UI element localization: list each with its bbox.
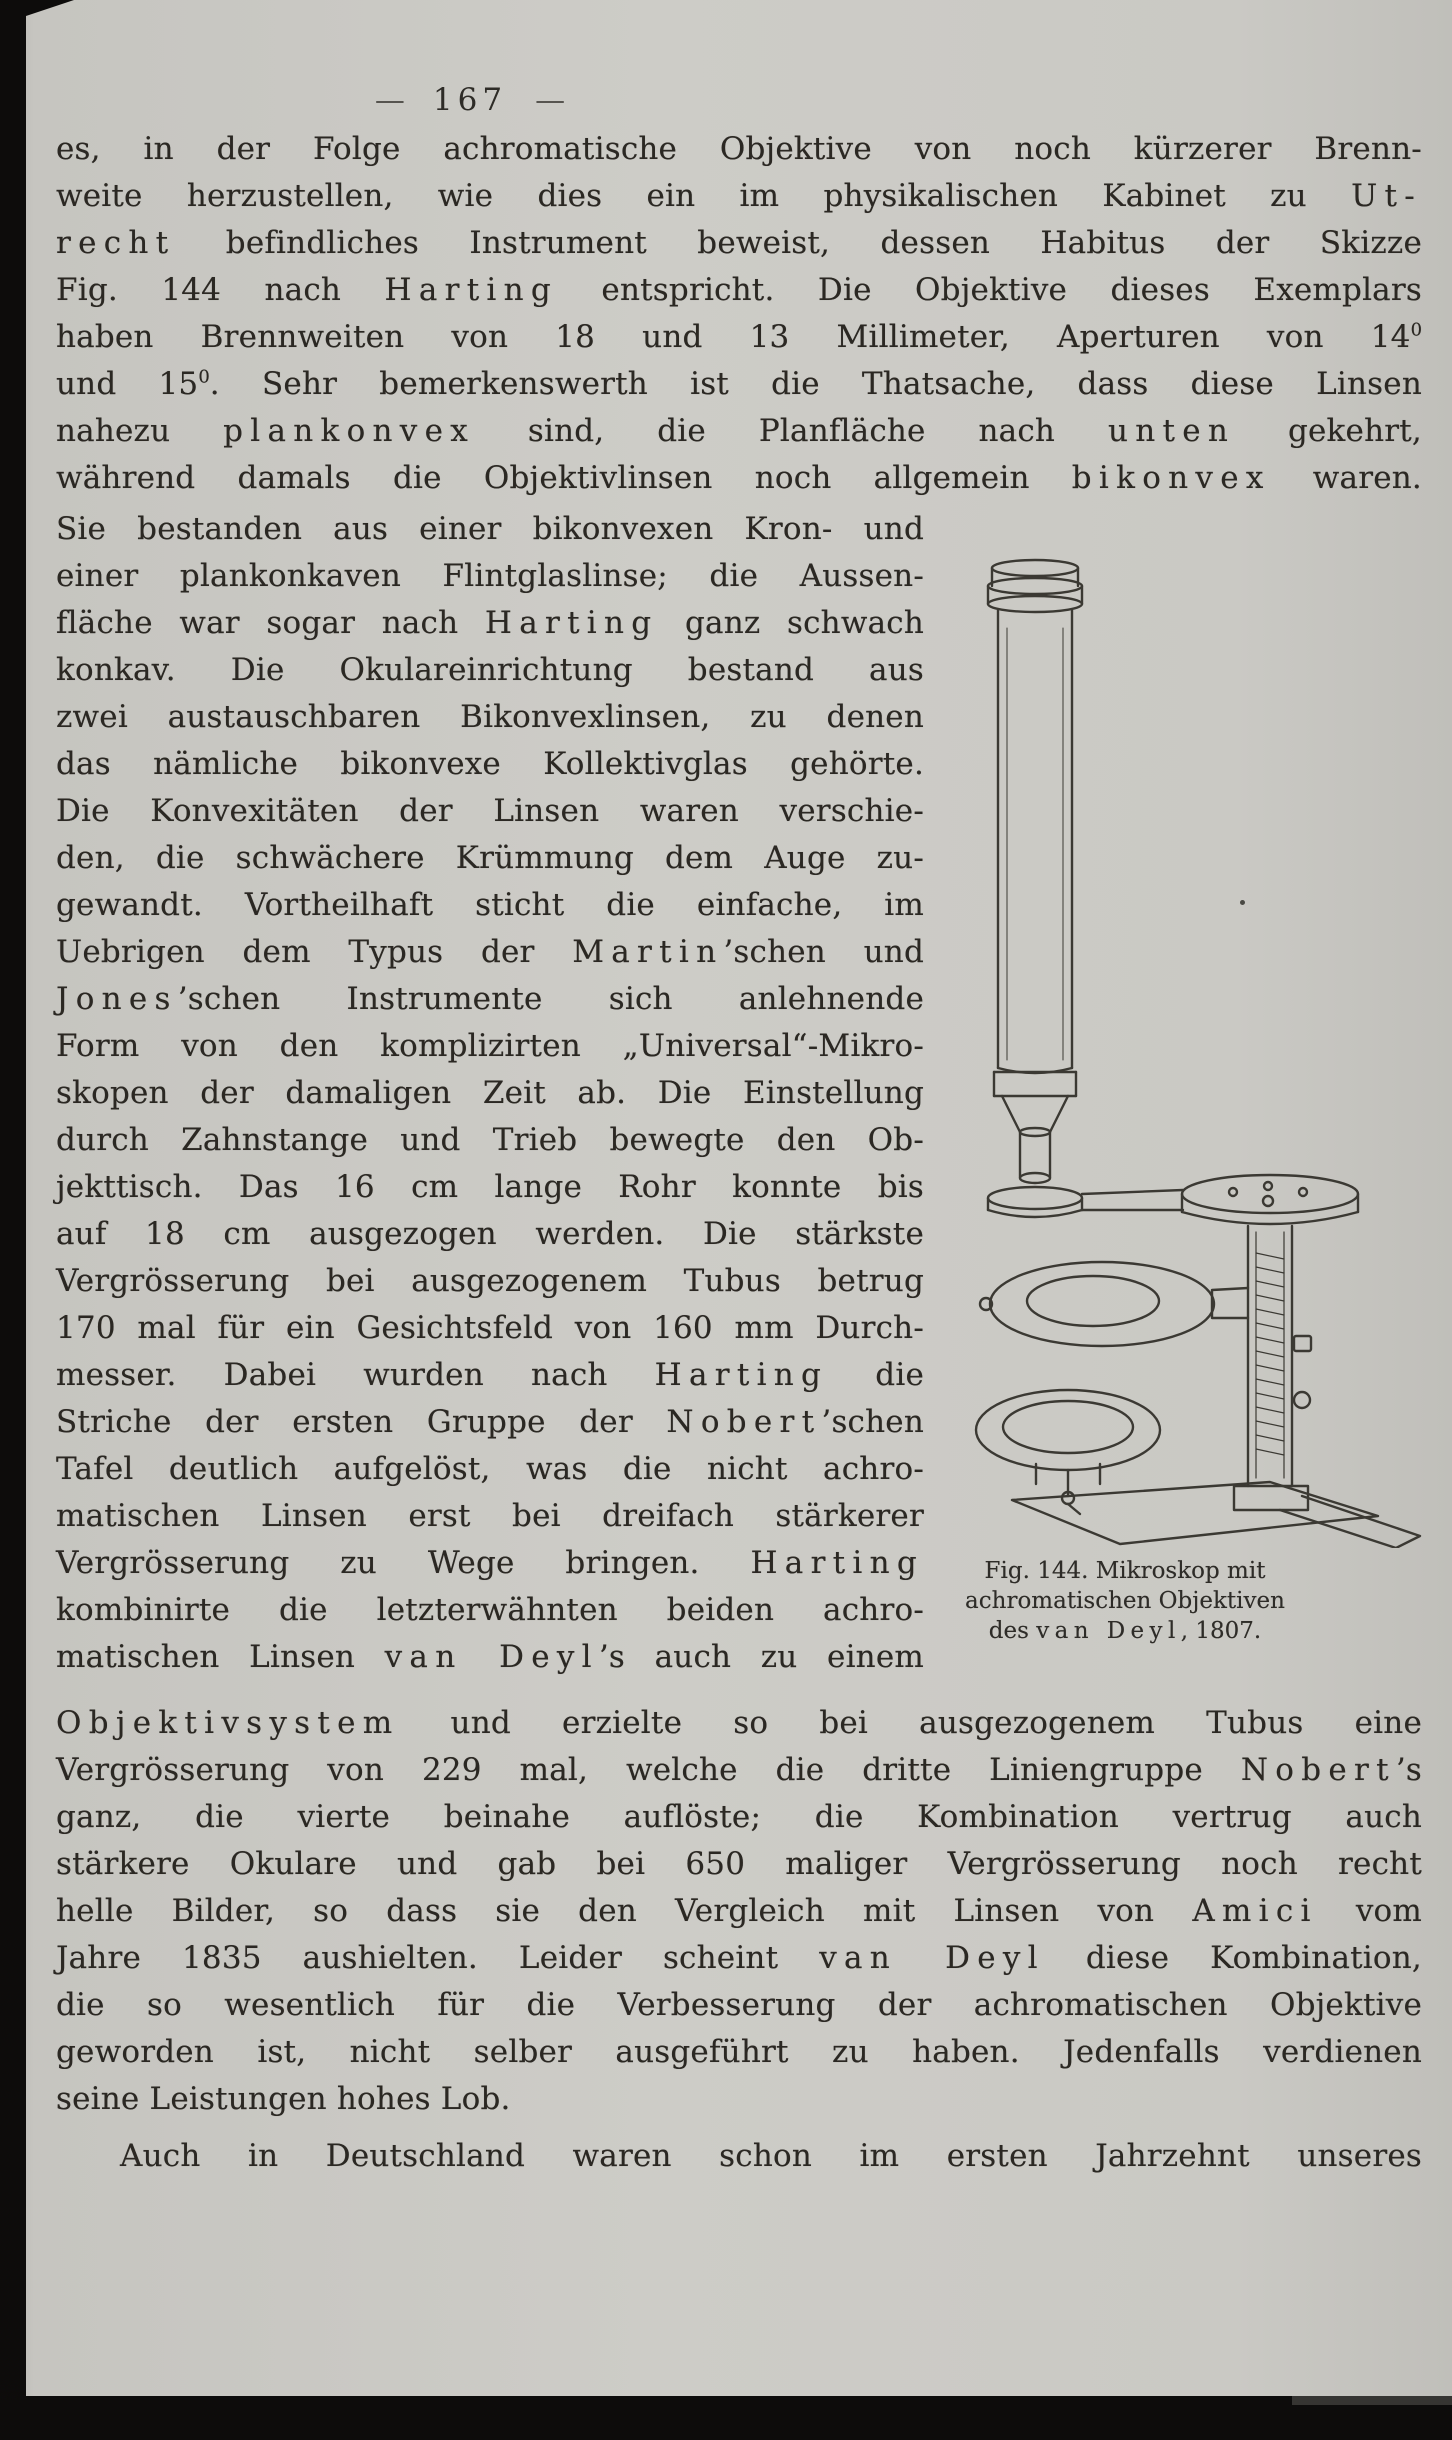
emphasized-text: Harting xyxy=(384,272,559,308)
text-line: Uebrigen dem Typus der Martin’schen und xyxy=(56,934,925,970)
page-header xyxy=(300,82,640,118)
header-dash-left: — xyxy=(374,83,405,118)
text-line: 170 mal für ein Gesichtsfeld von 160 mm Durch- xyxy=(56,1310,924,1346)
superscript: 0 xyxy=(198,366,210,388)
emphasized-text: plankonvex xyxy=(223,413,475,449)
text-line: messer. Dabei wurden nach Harting die xyxy=(56,1357,924,1393)
emphasized-text: Ut- xyxy=(1351,178,1422,214)
text-line: matischen Linsen van Deyl’s auch zu einem xyxy=(56,1639,924,1675)
text-line: kombinirte die letzterwähnten beiden achro- xyxy=(56,1592,924,1628)
emphasized-text: Amici xyxy=(1192,1893,1318,1929)
text-line: Vergrösserung von 229 mal, welche die dritte Liniengruppe Nobert’s xyxy=(56,1752,1422,1788)
text-line: Striche der ersten Gruppe der Nobert’schen xyxy=(56,1404,924,1440)
paragraph-continuation xyxy=(56,1700,1422,2123)
header-dash-right: — xyxy=(535,83,566,118)
text-line: durch Zahnstange und Trieb bewegte den Ob- xyxy=(56,1122,924,1158)
emphasized-text: Harting xyxy=(484,605,659,641)
text-line: Die Konvexitäten der Linsen waren verschie- xyxy=(56,793,924,829)
text-line: skopen der damaligen Zeit ab. Die Einstellung xyxy=(56,1075,924,1111)
text-line: das nämliche bikonvexe Kollektivglas gehörte. xyxy=(56,746,924,782)
text-line: Vergrösserung zu Wege bringen. Harting xyxy=(56,1545,924,1581)
text-line: Form von den komplizirten „Universal“-Mikro- xyxy=(56,1028,924,1064)
paragraph-new-section xyxy=(56,2133,1422,2180)
text-line: weite herzustellen, wie dies ein im physikalischen Kabinet zu Ut- xyxy=(56,178,1422,214)
text-line: während damals die Objektivlinsen noch allgemein bikonvex waren. xyxy=(56,460,1422,496)
text-line: die so wesentlich für die Verbesserung der achromatischen Objektive xyxy=(56,1987,1422,2023)
emphasized-text: van Deyl xyxy=(384,1639,599,1675)
text-line: auf 18 cm ausgezogen werden. Die stärkste xyxy=(56,1216,924,1252)
text-line: haben Brennweiten von 18 und 13 Millimeter, Aperturen von $14^0$ xyxy=(56,319,1422,355)
text-line: und $15^0$. Sehr bemerkenswerth ist die Thatsache, dass diese Linsen xyxy=(56,366,1422,402)
text-line: zwei austauschbaren Bikonvexlinsen, zu denen xyxy=(56,699,924,735)
text-line: den, die schwächere Krümmung dem Auge zu- xyxy=(56,840,924,876)
emphasized-text: Martin xyxy=(572,934,724,970)
text-line: Fig. 144 nach Harting entspricht. Die Objektive dieses Exemplars xyxy=(56,272,1422,308)
text-line: Jahre 1835 aushielten. Leider scheint van Deyl diese Kombination, xyxy=(56,1940,1422,1976)
scan-edge-bottom xyxy=(26,2396,1452,2440)
scan-edge-left xyxy=(0,0,26,2440)
emphasized-text: unten xyxy=(1107,413,1236,449)
text-line: es, in der Folge achromatische Objektive von noch kürzerer Brenn- xyxy=(56,131,1422,167)
figure-area xyxy=(950,548,1438,1548)
text-line: nahezu plankonvex sind, die Planfläche nach unten gekehrt, xyxy=(56,413,1422,449)
page-number: 167 xyxy=(432,82,508,118)
text-line: des van Deyl, 1807. xyxy=(988,1618,1262,1644)
text-line: jekttisch. Das 16 cm lange Rohr konnte bis xyxy=(56,1169,924,1205)
emphasized-text: van Deyl xyxy=(1036,1618,1181,1644)
text-line: helle Bilder, so dass sie den Vergleich mit Linsen von Amici vom xyxy=(56,1893,1422,1929)
paragraph-intro xyxy=(56,126,1422,502)
emphasized-text: Objektivsystem xyxy=(56,1705,400,1741)
emphasized-text: recht xyxy=(56,225,176,261)
text-line: Fig. 144. Mikroskop mit xyxy=(984,1558,1266,1584)
text-line: geworden ist, nicht selber ausgeführt zu haben. Jedenfalls verdienen xyxy=(56,2034,1422,2070)
figure-caption xyxy=(905,1556,1345,1646)
text-line: gewandt. Vortheilhaft sticht die einfache, im xyxy=(56,887,924,923)
superscript: 0 xyxy=(1410,319,1422,341)
emphasized-text: Harting xyxy=(750,1545,924,1581)
text-line: Auch in Deutschland waren schon im ersten Jahrzehnt unseres xyxy=(120,2138,1422,2174)
emphasized-text: Harting xyxy=(654,1357,829,1393)
text-line: stärkere Okulare und gab bei 650 maliger Vergrösserung noch recht xyxy=(56,1846,1422,1882)
emphasized-text: Jones xyxy=(56,981,178,1017)
text-line: Objektivsystem und erzielte so bei ausgezogenem Tubus eine xyxy=(56,1705,1422,1741)
text-line: seine Leistungen hohes Lob. xyxy=(56,2081,511,2117)
text-line: fläche war sogar nach Harting ganz schwach xyxy=(56,605,924,641)
text-line: recht befindliches Instrument beweist, dessen Habitus der Skizze xyxy=(56,225,1422,261)
emphasized-text: Nobert xyxy=(666,1404,822,1440)
scan-corner-mark xyxy=(26,0,74,16)
microscope-illustration xyxy=(950,548,1438,1548)
text-line: einer plankonkaven Flintglaslinse; die Aussen- xyxy=(56,558,924,594)
text-line: Vergrösserung bei ausgezogenem Tubus betrug xyxy=(56,1263,924,1299)
text-line: konkav. Die Okulareinrichtung bestand aus xyxy=(56,652,924,688)
text-line: achromatischen Objektiven xyxy=(965,1588,1285,1614)
text-line: Tafel deutlich aufgelöst, was die nicht achro- xyxy=(56,1451,924,1487)
emphasized-text: bikonvex xyxy=(1071,460,1271,496)
emphasized-text: van Deyl xyxy=(819,1940,1045,1976)
text-line: Jones’schen Instrumente sich anlehnende xyxy=(56,981,924,1017)
scan-edge-notch xyxy=(1292,2396,1452,2405)
text-line: Sie bestanden aus einer bikonvexen Kron- und xyxy=(56,511,924,547)
text-line: matischen Linsen erst bei dreifach stärkerer xyxy=(56,1498,924,1534)
text-line: ganz, die vierte beinahe auflöste; die Kombination vertrug auch xyxy=(56,1799,1422,1835)
emphasized-text: Nobert xyxy=(1240,1752,1396,1788)
paragraph-wrapped-column xyxy=(56,506,924,1681)
